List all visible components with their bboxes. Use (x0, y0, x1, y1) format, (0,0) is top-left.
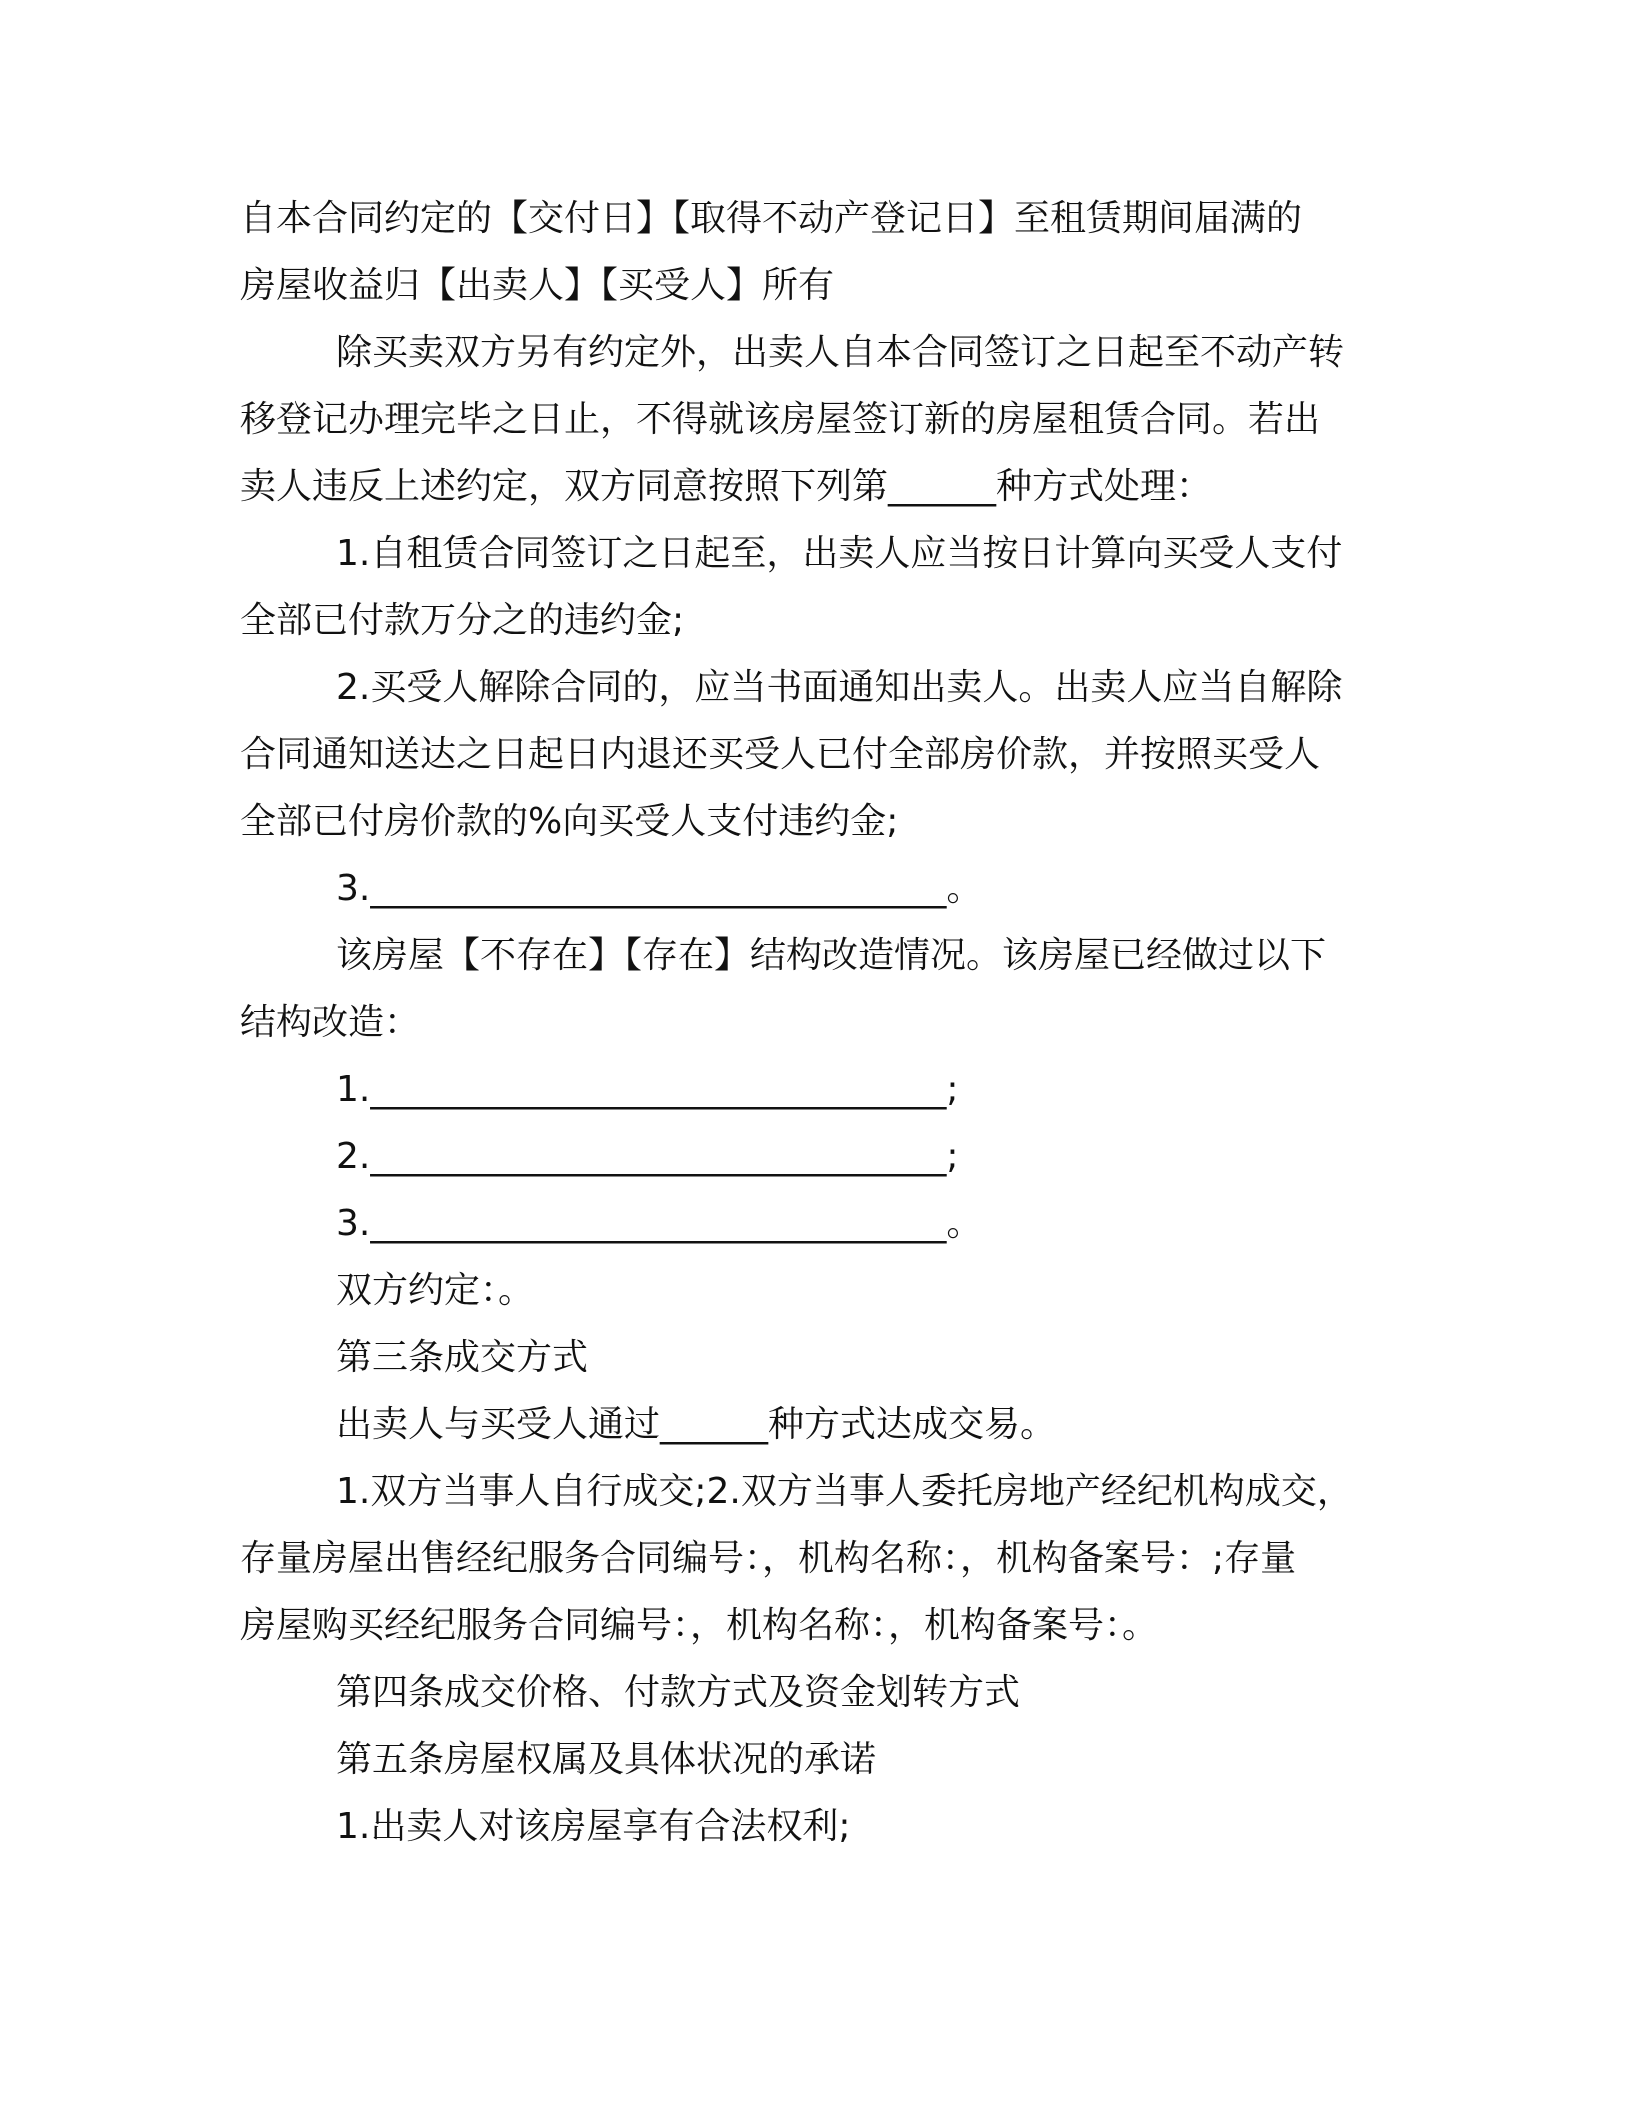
list-item-line: 房屋购买经纪服务合同编号：，机构名称：，机构备案号：。 (240, 1605, 1159, 1646)
list-item-line: 2.________________________________; (336, 1136, 959, 1177)
list-item-line: 全部已付款万分之的违约金; (240, 600, 685, 641)
list-item-line: 2.买受人解除合同的，应当书面通知出卖人。出卖人应当自解除 (336, 667, 1343, 708)
paragraph-line: 该房屋【不存在】【存在】结构改造情况。该房屋已经做过以下 (336, 935, 1327, 976)
paragraph-line: 自本合同约定的【交付日】【取得不动产登记日】至租赁期间届满的 (240, 198, 1303, 239)
section-heading: 第三条成交方式 (336, 1337, 589, 1378)
list-item-line: 1.双方当事人自行成交;2.双方当事人委托房地产经纪机构成交， (336, 1471, 1353, 1512)
paragraph-line: 结构改造： (240, 1002, 421, 1043)
list-item-line: 3.________________________________。 (336, 868, 983, 909)
list-item-line: 1.________________________________; (336, 1069, 959, 1110)
section-heading: 第五条房屋权属及具体状况的承诺 (336, 1739, 877, 1780)
list-item-line: 1.出卖人对该房屋享有合法权利; (336, 1806, 851, 1847)
list-item-line: 合同通知送达之日起日内退还买受人已付全部房价款，并按照买受人 (240, 734, 1321, 775)
section-heading: 第四条成交价格、付款方式及资金划转方式 (336, 1672, 1021, 1713)
paragraph-line: 房屋收益归【出卖人】【买受人】所有 (240, 265, 835, 306)
paragraph-line: 卖人违反上述约定，双方同意按照下列第______种方式处理： (240, 466, 1213, 507)
paragraph-line: 双方约定：。 (336, 1270, 535, 1311)
list-item-line: 1.自租赁合同签订之日起至，出卖人应当按日计算向买受人支付 (336, 533, 1343, 574)
paragraph-line: 除买卖双方另有约定外，出卖人自本合同签订之日起至不动产转 (336, 332, 1345, 373)
list-item-line: 存量房屋出售经纪服务合同编号：，机构名称：，机构备案号：;存量 (240, 1538, 1297, 1579)
list-item-line: 3.________________________________。 (336, 1203, 983, 1244)
paragraph-line: 移登记办理完毕之日止，不得就该房屋签订新的房屋租赁合同。若出 (240, 399, 1321, 440)
document-page (240, 185, 1380, 1860)
paragraph-line: 出卖人与买受人通过______种方式达成交易。 (336, 1404, 1057, 1445)
list-item-line: 全部已付房价款的%向买受人支付违约金; (240, 801, 899, 842)
